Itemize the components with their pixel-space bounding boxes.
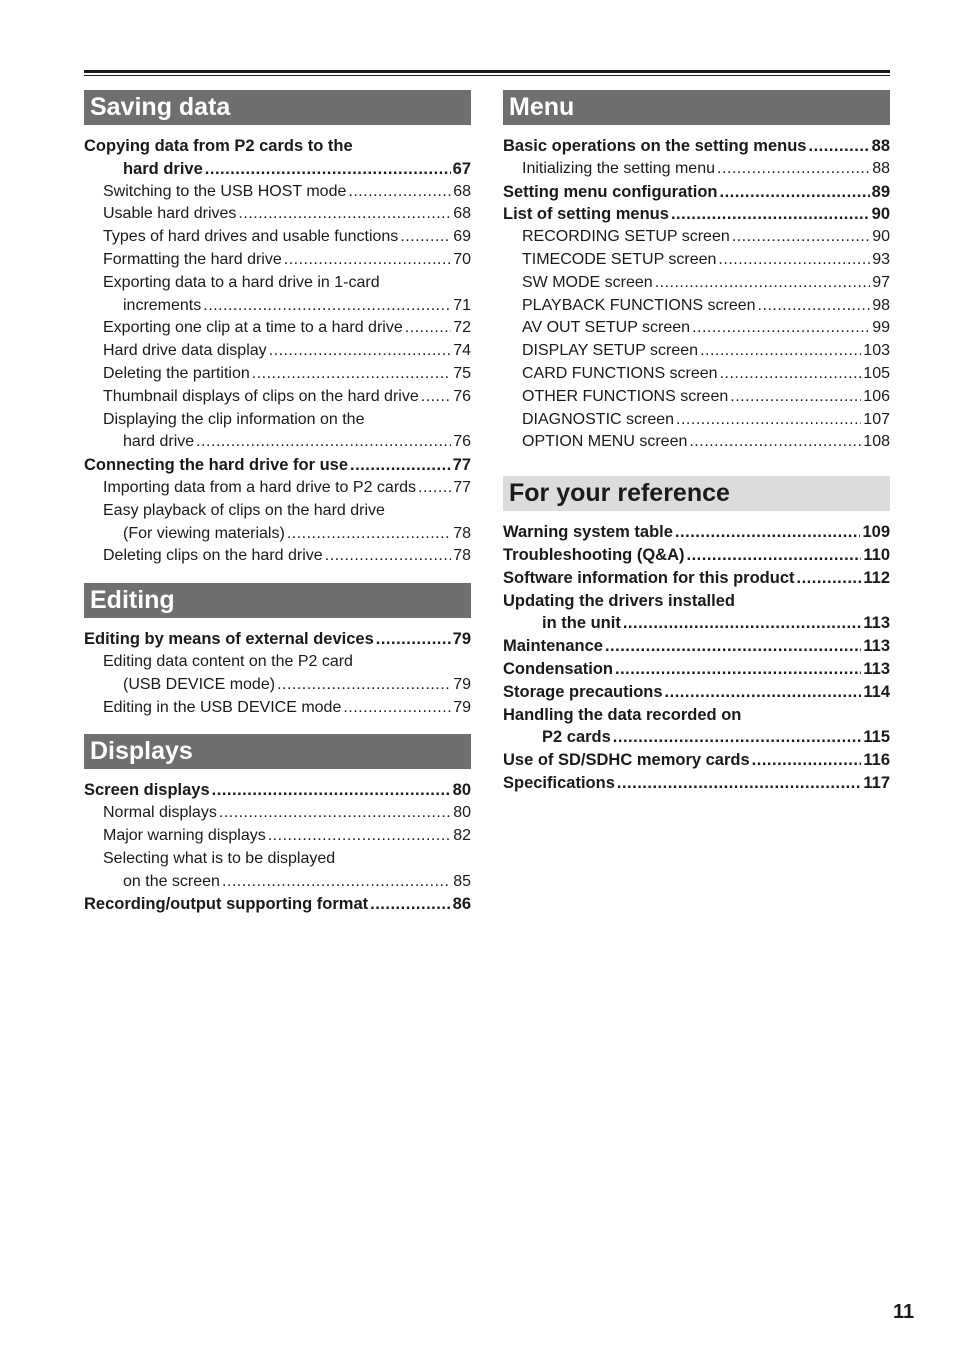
toc-entry[interactable]	[503, 681, 890, 704]
toc-entry-text: Basic operations on the setting menus	[503, 137, 807, 155]
toc-entry-text: Setting menu configuration	[503, 182, 718, 201]
toc-entry-text: OPTION MENU screen	[522, 433, 688, 451]
toc-page-number: 77	[452, 456, 471, 475]
toc-entry-text: List of setting menus	[503, 205, 669, 224]
toc-entry[interactable]	[84, 802, 471, 825]
toc-entry[interactable]	[503, 340, 890, 363]
toc-page-number: 114	[863, 682, 890, 701]
toc-entry[interactable]	[503, 772, 890, 795]
toc-page-number: 74	[453, 342, 471, 360]
toc-page-number: 79	[453, 675, 471, 693]
toc-page-number: 79	[452, 630, 471, 649]
toc-entry-text: Selecting what is to be displayed	[103, 849, 336, 867]
toc-page-number: 88	[872, 159, 890, 177]
top-rule-thick	[84, 70, 890, 73]
section-editing	[84, 583, 471, 719]
toc-entry-text: OTHER FUNCTIONS screen	[522, 387, 729, 405]
toc-entry-text: DISPLAY SETUP screen	[522, 342, 699, 360]
toc-page-number: 82	[453, 826, 471, 844]
toc-entry[interactable]	[503, 658, 890, 681]
toc-entry[interactable]	[84, 340, 471, 363]
toc-entry-text: Storage precautions	[503, 682, 663, 701]
toc-page-number: 93	[872, 250, 890, 268]
toc-page-number: 76	[453, 387, 471, 405]
leader-dots	[376, 628, 451, 651]
toc-entry[interactable]	[84, 545, 471, 568]
toc-entry[interactable]	[503, 317, 890, 340]
toc-page-number: 107	[863, 410, 890, 428]
toc-entry[interactable]	[84, 363, 471, 386]
toc-entry-text: Editing by means of external devices	[84, 630, 374, 649]
leader-dots	[615, 658, 861, 681]
toc-entry-text: Types of hard drives and usable functions	[103, 228, 399, 246]
leader-dots	[617, 772, 862, 795]
section-displays	[84, 734, 471, 916]
leader-dots	[655, 272, 871, 295]
toc-entry-text: Condensation	[503, 659, 613, 678]
leader-dots	[797, 567, 862, 590]
toc-entry[interactable]	[503, 272, 890, 295]
toc-entry-text: Importing data from a hard drive to P2 cards	[103, 478, 417, 496]
section-title: For your reference	[503, 476, 890, 511]
leader-dots	[252, 363, 451, 386]
toc-entry-text: Editing data content on the P2 card	[103, 652, 353, 670]
leader-dots	[284, 249, 451, 272]
toc-page-number: 99	[872, 319, 890, 337]
toc-entry-text: Updating the drivers installed	[503, 591, 735, 610]
toc-page-number: 72	[453, 319, 471, 337]
right-column	[503, 90, 890, 810]
leader-dots	[277, 674, 451, 697]
toc-page-number: 113	[863, 637, 890, 656]
toc-page-number: 70	[453, 250, 471, 268]
leader-dots	[689, 431, 861, 454]
toc-entry-text: hard drive	[123, 159, 203, 178]
toc-entry-text: Deleting clips on the hard drive	[103, 547, 323, 565]
toc-entry-text: Exporting data to a hard drive in 1-card	[103, 273, 380, 291]
leader-dots	[675, 521, 861, 544]
section-title: Displays	[84, 734, 471, 769]
toc-entry[interactable]	[84, 628, 471, 651]
toc-page-number: 90	[871, 205, 890, 224]
leader-dots	[348, 181, 451, 204]
toc-page-number: 79	[453, 698, 471, 716]
toc-entry[interactable]	[503, 749, 890, 772]
toc-entry-text: SW MODE screen	[522, 273, 653, 291]
section-for-your-reference	[503, 476, 890, 795]
toc-page-number: 67	[452, 159, 471, 178]
leader-dots	[212, 779, 451, 802]
toc-entry-text: PLAYBACK FUNCTIONS screen	[522, 296, 756, 314]
toc-entry[interactable]	[503, 135, 890, 158]
toc-entry[interactable]	[84, 272, 471, 318]
toc-entry-text: Recording/output supporting format	[84, 895, 369, 914]
toc-entry[interactable]	[503, 203, 890, 226]
leader-dots	[238, 203, 451, 226]
toc-entry-text: Hard drive data display	[103, 342, 267, 360]
toc-entry-text: Thumbnail displays of clips on the hard drive	[103, 387, 419, 405]
toc-entry-text: DIAGNOSTIC screen	[522, 410, 675, 428]
toc-page-number: 75	[453, 364, 471, 382]
leader-dots	[421, 386, 451, 409]
toc-entry[interactable]	[84, 135, 471, 181]
leader-dots	[400, 226, 451, 249]
leader-dots	[730, 386, 861, 409]
toc-entry[interactable]	[503, 226, 890, 249]
toc-entry[interactable]	[84, 226, 471, 249]
leader-dots	[219, 802, 451, 825]
toc-page-number: 69	[453, 228, 471, 246]
leader-dots	[671, 203, 870, 226]
toc-entry-text: CARD FUNCTIONS screen	[522, 364, 718, 382]
leader-dots	[370, 893, 451, 916]
toc-page-number: 86	[452, 895, 471, 914]
top-rule-thin	[84, 75, 890, 76]
toc-page-number: 116	[863, 751, 890, 770]
toc-page-number: 113	[863, 659, 890, 678]
toc-entry[interactable]	[503, 249, 890, 272]
toc-page-number: 106	[863, 387, 890, 405]
leader-dots	[343, 697, 451, 720]
toc-page-number: 89	[871, 182, 890, 201]
leader-dots	[418, 477, 451, 500]
toc-entry[interactable]	[503, 409, 890, 432]
leader-dots	[205, 158, 451, 181]
leader-dots	[717, 158, 870, 181]
toc-page-number: 68	[453, 182, 471, 200]
toc-page-number: 77	[453, 478, 471, 496]
toc-entry-text: Major warning displays	[103, 826, 266, 844]
leader-dots	[700, 340, 861, 363]
leader-dots	[720, 181, 870, 204]
section-title: Menu	[503, 90, 890, 125]
page-number: 11	[893, 1301, 915, 1323]
toc-page-number: 90	[872, 228, 890, 246]
leader-dots	[605, 635, 861, 658]
toc-page-number: 115	[863, 728, 890, 747]
toc-entry-text: Exporting one clip at a time to a hard drive	[103, 319, 403, 337]
leader-dots	[268, 825, 451, 848]
toc-entry-text: Maintenance	[503, 637, 603, 656]
leader-dots	[758, 295, 871, 318]
toc-page-number: 117	[863, 773, 890, 792]
toc-page-number: 109	[862, 523, 890, 542]
toc-entry-text: (USB DEVICE mode)	[123, 675, 276, 693]
toc-entry-text: (For viewing materials)	[123, 524, 285, 542]
toc-entry[interactable]	[503, 363, 890, 386]
toc-page-number: 71	[453, 296, 471, 314]
toc-entries	[503, 135, 890, 454]
toc-entry-text: RECORDING SETUP screen	[522, 228, 730, 246]
toc-entry[interactable]	[503, 590, 890, 636]
leader-dots	[808, 135, 869, 158]
toc-entry[interactable]	[84, 203, 471, 226]
toc-page-number: 97	[872, 273, 890, 291]
toc-page-number: 113	[863, 614, 890, 633]
toc-entry-text: Normal displays	[103, 804, 217, 822]
leader-dots	[732, 226, 870, 249]
left-column	[84, 90, 471, 931]
leader-dots	[623, 612, 862, 635]
toc-entry[interactable]	[84, 409, 471, 455]
toc-entry[interactable]	[84, 779, 471, 802]
toc-page-number: 105	[863, 364, 890, 382]
leader-dots	[287, 523, 451, 546]
toc-page-number: 85	[453, 872, 471, 890]
leader-dots	[269, 340, 452, 363]
leader-dots	[665, 681, 862, 704]
toc-page-number: 108	[863, 433, 890, 451]
toc-entry[interactable]	[503, 158, 890, 181]
toc-entry-text: Troubleshooting (Q&A)	[503, 545, 685, 564]
toc-entries	[84, 779, 471, 916]
leader-dots	[203, 295, 451, 318]
toc-entry[interactable]	[503, 635, 890, 658]
toc-entry-text: Formatting the hard drive	[103, 250, 282, 268]
toc-entry[interactable]	[503, 386, 890, 409]
leader-dots	[718, 249, 870, 272]
toc-entry-text: increments	[123, 296, 202, 314]
toc-entries	[84, 628, 471, 719]
leader-dots	[613, 726, 862, 749]
toc-page-number: 103	[863, 342, 890, 360]
toc-entry[interactable]	[84, 477, 471, 500]
toc-page-number: 78	[453, 524, 471, 542]
toc-entry-text: Copying data from P2 cards to the	[84, 137, 353, 155]
toc-entry-text: Use of SD/SDHC memory cards	[503, 751, 750, 770]
toc-entry-text: Connecting the hard drive for use	[84, 456, 349, 475]
toc-page-number: 88	[871, 137, 890, 155]
toc-entry-text: Switching to the USB HOST mode	[103, 182, 347, 200]
toc-entry[interactable]	[503, 704, 890, 750]
leader-dots	[350, 454, 451, 477]
toc-entry[interactable]	[84, 454, 471, 477]
toc-entry[interactable]	[84, 249, 471, 272]
toc-entry-text: Initializing the setting menu	[522, 159, 715, 177]
leader-dots	[196, 431, 451, 454]
section-title: Saving data	[84, 90, 471, 125]
toc-entry-text: Displaying the clip information on the	[103, 410, 365, 428]
toc-entry[interactable]	[84, 893, 471, 916]
toc-page-number: 78	[453, 547, 471, 565]
leader-dots	[676, 409, 861, 432]
toc-entries	[84, 135, 471, 568]
toc-entry-text: TIMECODE SETUP screen	[522, 250, 717, 268]
toc-entry[interactable]	[84, 317, 471, 340]
toc-entry[interactable]	[84, 651, 471, 697]
toc-entry-text: on the screen	[123, 872, 220, 890]
toc-entry-text: Easy playback of clips on the hard drive	[103, 501, 385, 519]
toc-entry-text: Editing in the USB DEVICE mode	[103, 698, 342, 716]
leader-dots	[405, 317, 451, 340]
leader-dots	[222, 871, 451, 894]
toc-entry[interactable]	[503, 181, 890, 204]
toc-entry-text: Warning system table	[503, 523, 673, 542]
toc-entry[interactable]	[84, 386, 471, 409]
toc-entry[interactable]	[84, 500, 471, 546]
toc-entry[interactable]	[503, 295, 890, 318]
toc-entries	[503, 521, 890, 795]
section-menu	[503, 90, 890, 454]
toc-page-number: 112	[863, 568, 890, 587]
toc-entry[interactable]	[503, 567, 890, 590]
toc-entry-text: Usable hard drives	[103, 205, 237, 223]
toc-entry[interactable]	[84, 181, 471, 204]
toc-entry-text: AV OUT SETUP screen	[522, 319, 691, 337]
toc-entry[interactable]	[84, 825, 471, 848]
toc-entry-text: Deleting the partition	[103, 364, 250, 382]
toc-entry[interactable]	[503, 521, 890, 544]
toc-entry-text: hard drive	[123, 433, 195, 451]
toc-entry[interactable]	[84, 697, 471, 720]
leader-dots	[752, 749, 862, 772]
toc-entry-text: in the unit	[542, 614, 621, 633]
toc-entry[interactable]	[84, 848, 471, 894]
toc-entry[interactable]	[503, 544, 890, 567]
toc-entry-text: P2 cards	[542, 728, 611, 747]
toc-page-number: 80	[452, 781, 471, 800]
toc-page-number: 76	[453, 433, 471, 451]
toc-page-number: 98	[872, 296, 890, 314]
leader-dots	[686, 544, 861, 567]
toc-entry-text: Software information for this product	[503, 568, 795, 587]
toc-entry-text: Handling the data recorded on	[503, 705, 742, 724]
leader-dots	[692, 317, 870, 340]
toc-entry-text: Specifications	[503, 773, 615, 792]
leader-dots	[325, 545, 452, 568]
toc-page-number: 110	[863, 545, 890, 564]
toc-page-number: 68	[453, 205, 471, 223]
section-title: Editing	[84, 583, 471, 618]
toc-page-number: 80	[453, 804, 471, 822]
toc-entry[interactable]	[503, 431, 890, 454]
section-saving-data	[84, 90, 471, 568]
toc-entry-text: Screen displays	[84, 781, 210, 800]
leader-dots	[720, 363, 862, 386]
